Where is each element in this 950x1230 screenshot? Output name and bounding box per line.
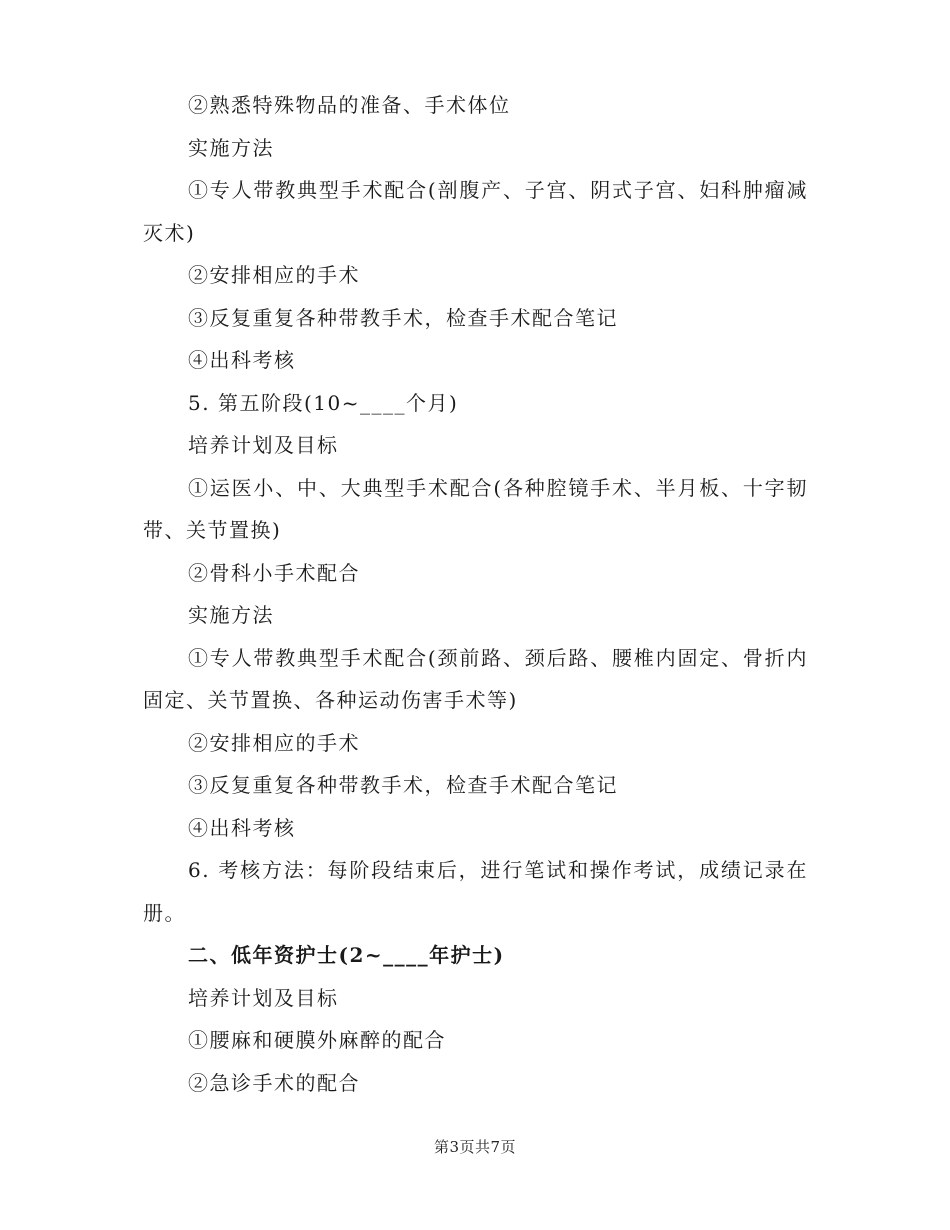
text-line: ①专人带教典型手术配合(颈前路、颈后路、腰椎内固定、骨折内 — [188, 645, 808, 670]
document-body — [143, 84, 808, 1104]
text-line: ③反复重复各种带教手术，检查手术配合笔记 — [188, 305, 618, 330]
text-line: ④出科考核 — [188, 348, 296, 372]
text-line-continuation: 灭术) — [143, 220, 196, 245]
text-line: ④出科考核 — [188, 815, 296, 840]
text-line-continuation: 册。 — [143, 900, 186, 925]
section-label-implementation: 实施方法 — [188, 603, 274, 627]
text-line: ②骨科小手术配合 — [188, 560, 360, 585]
assessment-paragraph: 6. 考核方法：每阶段结束后，进行笔试和操作考试，成绩记录在 — [188, 858, 808, 882]
text-line: ①腰麻和硬膜外麻醉的配合 — [188, 1028, 446, 1052]
text-line: ②熟悉特殊物品的准备、手术体位 — [188, 93, 511, 117]
text-line: ①运医小、中、大典型手术配合(各种腔镜手术、半月板、十字韧 — [188, 475, 808, 500]
section-heading: 二、低年资护士(2~____年护士) — [188, 943, 505, 967]
stage-heading: 5. 第五阶段(10~____个月) — [188, 390, 459, 415]
section-label-goals: 培养计划及目标 — [188, 985, 339, 1010]
section-label-implementation: 实施方法 — [188, 135, 274, 160]
section-label-goals: 培养计划及目标 — [188, 433, 339, 457]
text-line: ②安排相应的手术 — [188, 263, 360, 287]
text-line: ②安排相应的手术 — [188, 730, 360, 755]
text-line-continuation: 带、关节置换) — [143, 518, 282, 542]
text-line: ②急诊手术的配合 — [188, 1070, 360, 1095]
page-number-footer: 第3页共7页 — [433, 1138, 517, 1156]
text-line: ①专人带教典型手术配合(剖腹产、子宫、阴式子宫、妇科肿瘤减 — [188, 178, 808, 202]
text-line-continuation: 固定、关节置换、各种运动伤害手术等) — [143, 688, 518, 712]
text-line: ③反复重复各种带教手术，检查手术配合笔记 — [188, 773, 618, 797]
